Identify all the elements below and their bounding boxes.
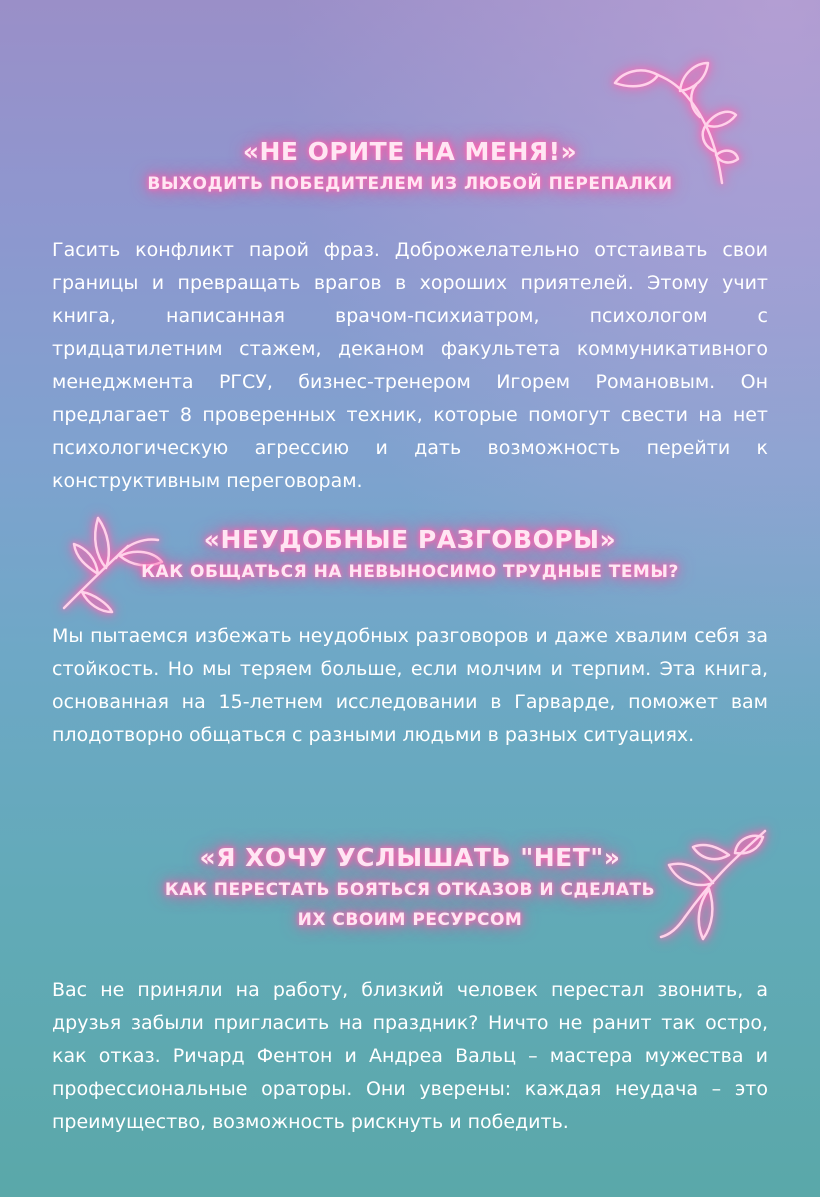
section-1-subtitle: ВЫХОДИТЬ ПОБЕДИТЕЛЕМ ИЗ ЛЮБОЙ ПЕРЕПАЛКИ xyxy=(147,174,673,194)
section-3-title: «Я ХОЧУ УСЛЫШАТЬ "НЕТ"» xyxy=(199,843,621,872)
section-1-heading xyxy=(0,137,820,196)
section-1-text: Гасить конфликт парой фраз. Доброжелательно отстаивать свои границы и превращать врагов в хороших приятелей. Этому учит книга, написанная врачом-психиатром, психологом с тридцатилетним стажем, деканом факультета коммуникативного менеджмента РГСУ, бизнес-тренером Игорем Романовым. Он предлагает 8 проверенных техник, которые помогут свести на нет психологическую агрессию и дать возможность перейти к конструктивным переговорам. xyxy=(52,239,768,492)
section-1-title: «НЕ ОРИТЕ НА МЕНЯ!» xyxy=(242,137,578,166)
section-3-subtitle-line-2: ИХ СВОИМ РЕСУРСОМ xyxy=(297,910,523,930)
section-2-heading xyxy=(0,525,820,584)
section-2-title: «НЕУДОБНЫЕ РАЗГОВОРЫ» xyxy=(203,525,617,554)
section-3-heading xyxy=(0,843,820,932)
section-2-text: Мы пытаемся избежать неудобных разговоров и даже хвалим себя за стойкость. Но мы теряем больше, если молчим и терпим. Эта книга, основанная на 15-летнем исследовании в Гарварде, поможет вам плодотворно общаться с разными людьми в разных ситуациях. xyxy=(52,625,768,746)
section-2-subtitle: КАК ОБЩАТЬСЯ НА НЕВЫНОСИМО ТРУДНЫЕ ТЕМЫ? xyxy=(141,562,679,582)
section-3-subtitle-line-1: КАК ПЕРЕСТАТЬ БОЯТЬСЯ ОТКАЗОВ И СДЕЛАТЬ xyxy=(164,880,656,900)
section-3-text: Вас не приняли на работу, близкий человек перестал звонить, а друзья забыли пригласить на праздник? Ничто не ранит так остро, как отказ. Ричард Фентон и Андреа Вальц – мастера мужества и профессиональные ораторы. Они уверены: каждая неудача – это преимущество, возможность рискнуть и победить. xyxy=(52,979,768,1133)
